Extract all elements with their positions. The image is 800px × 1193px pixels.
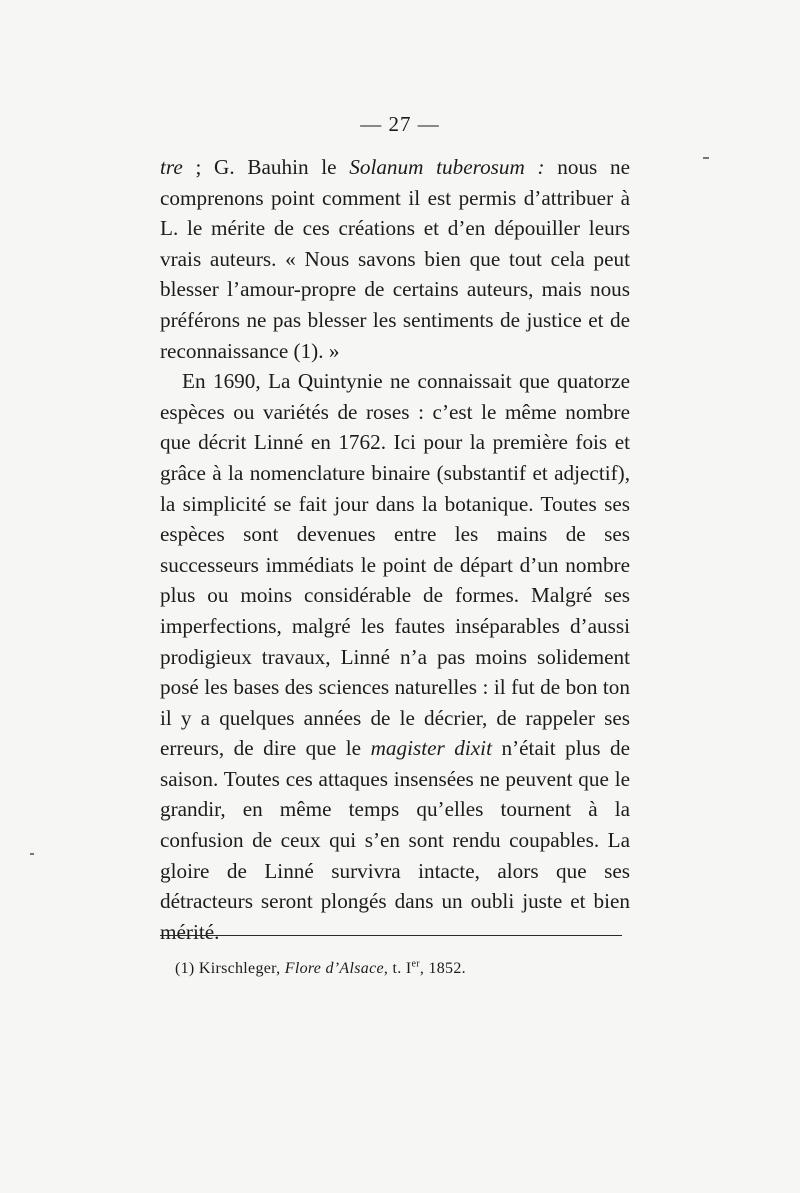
footnote	[175, 959, 615, 979]
footnote-title: Flore d’Alsace	[284, 960, 384, 977]
footnote-divider	[160, 935, 622, 936]
paragraph-2-italic-phrase: magister dixit	[370, 736, 492, 761]
paragraph-1-text-a: ; G. Bauhin le	[182, 155, 350, 179]
footnote-superscript: er	[411, 958, 420, 970]
paragraph-1-text-b: nous ne comprenons point comment il est permis d’attribuer à L. le mérite de ces créations et d’en dépouiller leurs vrais auteurs. « Nous savons bien que tout cela peut blesser l’amour-propre de certains auteurs, mais nous préférons ne pas blesser les sentiments de justice et de reconnaissance (1). »	[160, 155, 630, 363]
paragraph-2-text-b: n’était plus de saison. Toutes ces attaques insensées ne peuvent que le grandir, en même temps qu’elles tournent à la confusion de ceux qui s’en sont rendu coupables. La gloire de Linné survivra intacte, alors que ses détracteurs seront plongés dans un oubli juste et bien mérité.	[160, 736, 631, 944]
body-text	[160, 152, 630, 947]
margin-speck	[30, 853, 34, 855]
page-number: — 27 —	[360, 112, 440, 136]
paragraph-1	[160, 152, 630, 366]
margin-speck	[703, 157, 709, 159]
footnote-year: , 1852.	[419, 960, 466, 977]
paragraph-1-italic-fragment: tre	[160, 155, 183, 179]
paragraph-2-text-a: En 1690, La Quintynie ne connaissait que quatorze espèces ou variétés de roses : c’est le même nombre que décrit Linné en 1762. Ici pour la première fois et grâce à la nomenclature binaire (substantif et adjectif), la simplicité se fait jour dans la botanique. Toutes ses espèces sont devenues entre les mains de ses successeurs immédiats le point de départ d’un nombre plus ou moins considérable de formes. Malgré ses imperfections, malgré les fautes inséparables d’aussi prodigieux travaux, Linné n’a pas moins solidement posé les bases des sciences naturelles : il fut de bon ton il y a quelques années de le décrier, de rappeler ses erreurs, de dire que le	[160, 369, 630, 761]
footnote-volume: , t. I	[383, 960, 412, 977]
paragraph-2	[160, 366, 630, 947]
footnote-author: (1) Kirschleger,	[175, 960, 285, 977]
paragraph-1-italic-term: Solanum tuberosum :	[349, 155, 545, 179]
